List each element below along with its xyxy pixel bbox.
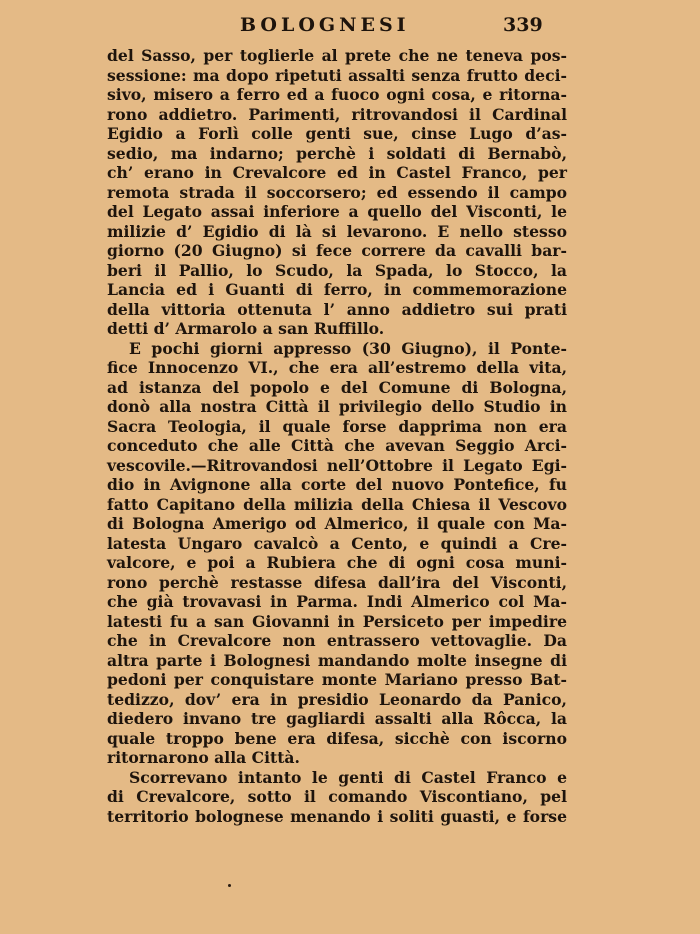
text-line: che già trovavasi in Parma. Indi Almerico col Ma-	[107, 592, 567, 611]
running-head: BOLOGNESI	[240, 14, 410, 36]
text-line: ritornarono alla Città.	[107, 748, 300, 767]
text-line: conceduto che alle Città che avevan Seggio Arci-	[107, 436, 567, 455]
text-line: del Sasso, per toglierle al prete che ne teneva pos-	[107, 46, 567, 65]
text-line: vescovile.—Ritrovandosi nell’Ottobre il Legato Egi-	[107, 455, 567, 475]
text-line: remota strada il soccorsero; ed essendo il campo	[107, 182, 567, 202]
text-line: Sacra Teologia, il quale forse dapprima non era	[107, 416, 567, 436]
text-line: ch’ erano in Crevalcore ed in Castel Franco, per	[107, 163, 567, 182]
text-line: territorio bolognese menando i soliti guasti, e forse	[107, 806, 567, 826]
text-line: rono addietro. Parimenti, ritrovandosi il Cardinal	[107, 104, 567, 124]
text-line: che in Crevalcore non entrassero vettovaglie. Da	[107, 631, 567, 650]
text-line: rono perchè restasse difesa dall’ira del Visconti,	[107, 572, 567, 592]
page-number: 339	[503, 14, 543, 36]
text-line: Scorrevano intanto le genti di Castel Franco e	[129, 767, 567, 787]
paper-speck	[228, 884, 231, 887]
text-line: latesti fu a san Giovanni in Persiceto per impedire	[107, 611, 567, 631]
text-line: tedizzo, dov’ era in presidio Leonardo da Panico,	[107, 689, 567, 709]
body-text	[107, 46, 567, 826]
text-line: E pochi giorni appresso (30 Giugno), il Ponte-	[129, 338, 567, 358]
text-line: valcore, e poi a Rubiera che di ogni cosa muni-	[107, 553, 567, 572]
text-line: sedio, ma indarno; perchè i soldati di Bernabò,	[107, 143, 567, 163]
text-line: del Legato assai inferiore a quello del Visconti, le	[107, 202, 567, 221]
text-line: dio in Avignone alla corte del nuovo Pontefice, fu	[107, 475, 567, 494]
text-line: latesta Ungaro cavalcò a Cento, e quindi a Cre-	[107, 533, 567, 553]
text-line: pedoni per conquistare monte Mariano presso Bat-	[107, 670, 567, 689]
text-line: di Crevalcore, sotto il comando Viscontiano, pel	[107, 787, 567, 806]
text-line: Egidio a Forlì colle genti sue, cinse Lugo d’as-	[107, 124, 567, 143]
text-line: sivo, misero a ferro ed a fuoco ogni cosa, e ritorna-	[107, 85, 567, 104]
text-line: giorno (20 Giugno) si fece correre da cavalli bar-	[107, 241, 567, 260]
text-line: quale troppo bene era difesa, sicchè con iscorno	[107, 728, 567, 748]
text-line: Lancia ed i Guanti di ferro, in commemorazione	[107, 280, 567, 299]
text-line: ad istanza del popolo e del Comune di Bologna,	[107, 377, 567, 397]
text-line: sessione: ma dopo ripetuti assalti senza frutto deci-	[107, 65, 567, 85]
text-line: milizie d’ Egidio di là si levarono. E nello stesso	[107, 221, 567, 241]
text-line: della vittoria ottenuta l’ anno addietro sui prati	[107, 299, 567, 319]
text-line: altra parte i Bolognesi mandando molte insegne di	[107, 650, 567, 670]
text-line: detti d’ Armarolo a san Ruffillo.	[107, 319, 385, 338]
text-line: donò alla nostra Città il privilegio dello Studio in	[107, 397, 567, 416]
text-line: fatto Capitano della milizia della Chiesa il Vescovo	[107, 494, 567, 514]
text-line: beri il Pallio, lo Scudo, la Spada, lo Stocco, la	[107, 260, 567, 280]
text-line: fice Innocenzo VI., che era all’estremo della vita,	[107, 358, 567, 377]
text-line: diedero invano tre gagliardi assalti alla Rôcca, la	[107, 709, 567, 728]
page-header	[0, 14, 700, 40]
text-line: di Bologna Amerigo od Almerico, il quale con Ma-	[107, 514, 567, 533]
